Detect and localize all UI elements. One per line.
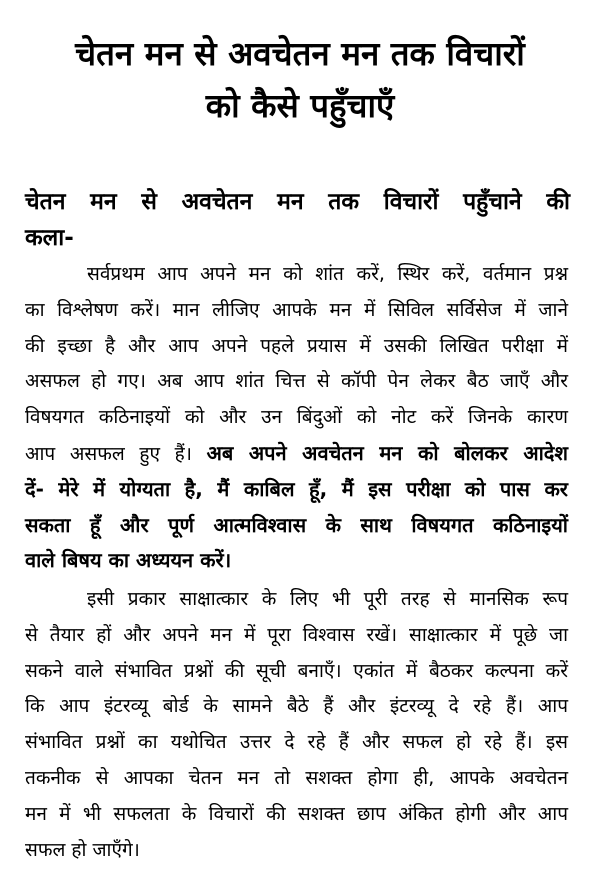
bold-text-line: सकता हूँ और पूर्ण आत्मविश्वास के साथ विषयगत कठिनाइयों <box>25 512 568 537</box>
text-line: से तैयार हों और अपने मन में पूरा विश्वास रखें। साक्षात्कार में पूछे जा <box>25 623 568 646</box>
text-line: सकने वाले संभावित प्रश्नों की सूची बनाएँ। एकांत में बैठकर कल्पना करें <box>25 659 568 682</box>
heading-line: चेतन मन से अवचेतन मन तक विचारों पहुँचाने की <box>25 189 570 215</box>
text-line: असफल हो गए। अब आप शांत चित्त से कॉपी पेन लेकर बैठ जाएँ और <box>25 370 568 393</box>
text-line: की इच्छा है और आप अपने पहले प्रयास में उसकी लिखित परीक्षा में <box>25 334 568 357</box>
title-line: को कैसे पहुँचाएँ <box>205 86 395 125</box>
text-line: इसी प्रकार साक्षात्कार के लिए भी पूरी तरह से मानसिक रूप <box>87 588 568 610</box>
text-line: का विश्लेषण करें। मान लीजिए आपके मन में सिविल सर्विसेज में जाने <box>25 298 568 321</box>
bold-text-segment: अब अपने अवचेतन मन को बोलकर आदेश <box>206 440 569 465</box>
text-line: तकनीक से आपका चेतन मन तो सशक्त होगा ही, आपके अवचेतन <box>25 766 568 789</box>
text-line: सर्वप्रथम आप अपने मन को शांत करें, स्थिर करें, वर्तमान प्रश्न <box>87 263 568 285</box>
title-line: चेतन मन से अवचेतन मन तक विचारों <box>75 34 525 73</box>
text-line: सफल हो जाएँगे। <box>25 838 140 861</box>
section-heading <box>25 185 570 255</box>
text-line: विषयगत कठिनाइयों को और उन बिंदुओं को नोट करें जिनके कारण <box>25 406 568 429</box>
heading-line: कला- <box>25 224 74 251</box>
bold-text-line: दें- मेरे में योग्यता है, मैं काबिल हूँ, मैं इस परीक्षा को पास कर <box>25 476 568 501</box>
text-line: मन में भी सफलता के विचारों की सशक्त छाप अंकित होगी और आप <box>25 802 568 825</box>
bold-text-line: वाले बिषय का अध्ययन करें। <box>25 548 232 573</box>
text-segment: आप असफल हुए हैं। <box>25 442 192 465</box>
paragraph-1 <box>25 257 568 579</box>
text-line <box>25 436 568 472</box>
text-line: कि आप इंटरव्यू बोर्ड के सामने बैठे हैं और इंटरव्यू दे रहे हैं। आप <box>25 695 568 718</box>
text-line: संभावित प्रश्नों का यथोचित उत्तर दे रहे हैं और सफल हो रहे हैं। इस <box>25 731 568 754</box>
page-title <box>0 28 600 132</box>
paragraph-2 <box>25 582 568 868</box>
